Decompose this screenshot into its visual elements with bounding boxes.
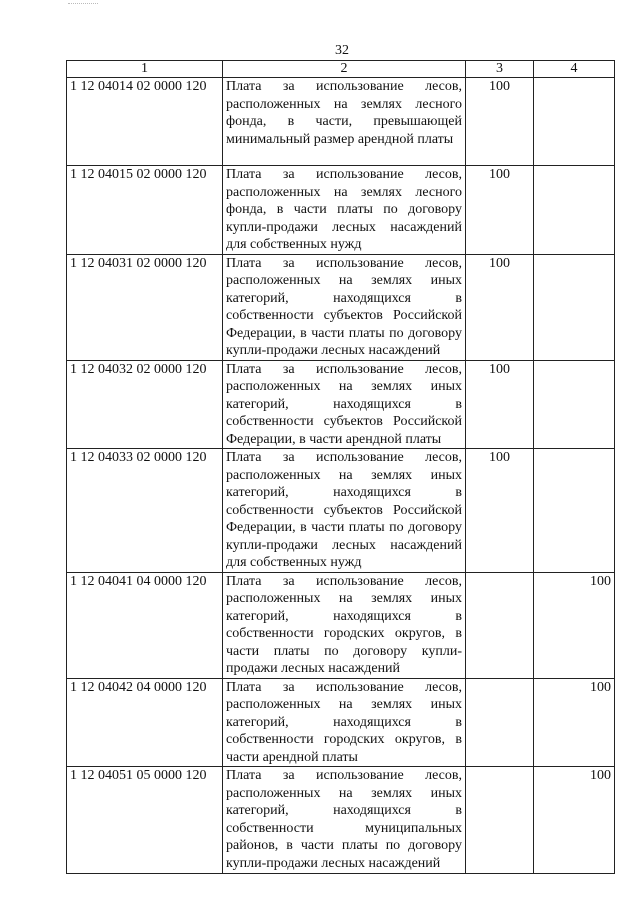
row-code: 1 12 04014 02 0000 120 bbox=[67, 78, 223, 166]
row-description: Плата за использование лесов, расположенных на землях иных категорий, находящихся в собственности субъектов Российской Федерации, в части платы по договору купли-продажи лесных насаждений bbox=[223, 254, 466, 360]
row-description: Плата за использование лесов, расположенных на землях иных категорий, находящихся в собственности субъектов Российской Федерации, в части арендной платы bbox=[223, 360, 466, 449]
row-description: Плата за использование лесов, расположенных на землях иных категорий, находящихся в собственности городских округов, в части арендной платы bbox=[223, 678, 466, 767]
row-value-col4 bbox=[534, 360, 615, 449]
row-code: 1 12 04015 02 0000 120 bbox=[67, 166, 223, 255]
row-value-col4: 100 bbox=[534, 572, 615, 678]
row-code: 1 12 04041 04 0000 120 bbox=[67, 572, 223, 678]
row-description: Плата за использование лесов, расположенных на землях иных категорий, находящихся в собственности муниципальных районов, в части платы по договору купли-продажи лесных насаждений bbox=[223, 767, 466, 874]
column-header-3: 3 bbox=[466, 61, 534, 78]
row-description: Плата за использование лесов, расположенных на землях иных категорий, находящихся в собственности городских округов, в части платы по договору купли-продажи лесных насаждений bbox=[223, 572, 466, 678]
revenue-table bbox=[66, 60, 615, 874]
row-code: 1 12 04032 02 0000 120 bbox=[67, 360, 223, 449]
row-value-col3 bbox=[466, 572, 534, 678]
row-value-col4 bbox=[534, 78, 615, 166]
column-header-4: 4 bbox=[534, 61, 615, 78]
row-value-col4 bbox=[534, 254, 615, 360]
row-description: Плата за использование лесов, расположенных на землях иных категорий, находящихся в собственности субъектов Российской Федерации, в части платы по договору купли-продажи лесных насаждений для собственных нужд bbox=[223, 449, 466, 573]
column-header-2: 2 bbox=[223, 61, 466, 78]
row-value-col4: 100 bbox=[534, 678, 615, 767]
table-row bbox=[67, 78, 615, 166]
row-value-col3: 100 bbox=[466, 166, 534, 255]
table-row bbox=[67, 572, 615, 678]
row-value-col3: 100 bbox=[466, 449, 534, 573]
row-value-col3 bbox=[466, 767, 534, 874]
row-code: 1 12 04031 02 0000 120 bbox=[67, 254, 223, 360]
row-value-col4 bbox=[534, 449, 615, 573]
table-row bbox=[67, 360, 615, 449]
table-header-row bbox=[67, 61, 615, 78]
row-description: Плата за использование лесов, расположенных на землях лесного фонда, в части, превышающей минимальный размер арендной платы bbox=[223, 78, 466, 166]
scan-artifact bbox=[68, 3, 98, 8]
row-value-col3 bbox=[466, 678, 534, 767]
row-value-col4 bbox=[534, 166, 615, 255]
row-value-col3: 100 bbox=[466, 360, 534, 449]
table-row bbox=[67, 678, 615, 767]
table-row bbox=[67, 449, 615, 573]
row-value-col4: 100 bbox=[534, 767, 615, 874]
column-header-1: 1 bbox=[67, 61, 223, 78]
row-value-col3: 100 bbox=[466, 254, 534, 360]
row-code: 1 12 04033 02 0000 120 bbox=[67, 449, 223, 573]
row-description: Плата за использование лесов, расположенных на землях лесного фонда, в части платы по договору купли-продажи лесных насаждений для собственных нужд bbox=[223, 166, 466, 255]
row-value-col3: 100 bbox=[466, 78, 534, 166]
row-code: 1 12 04042 04 0000 120 bbox=[67, 678, 223, 767]
table-row bbox=[67, 767, 615, 874]
page-number: 32 bbox=[335, 43, 349, 58]
table-row bbox=[67, 254, 615, 360]
table-row bbox=[67, 166, 615, 255]
row-code: 1 12 04051 05 0000 120 bbox=[67, 767, 223, 874]
